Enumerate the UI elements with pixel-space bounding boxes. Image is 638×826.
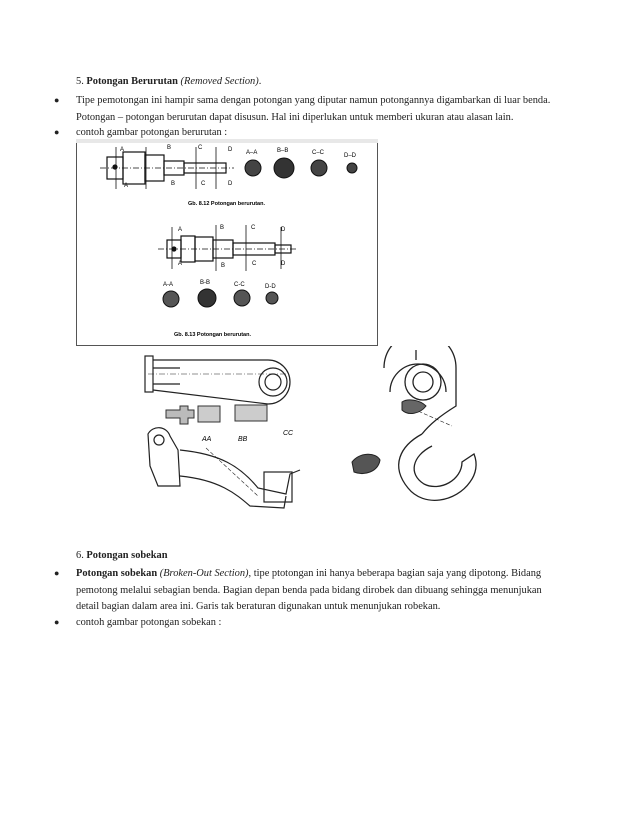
section-label-b: B — [171, 181, 176, 187]
section-6-number: 6. — [76, 550, 84, 561]
section-5-bullet-1-line-2: Potongan – potongan berurutan dapat disusun. Hal ini diperlukan untuk memberi ukuran atau alasan lain. — [76, 112, 514, 123]
bullet-icon: ● — [54, 568, 60, 578]
section-6-title: Potongan sobekan — [86, 550, 168, 561]
lever-top-view — [145, 356, 290, 404]
hook-section-bottom — [352, 454, 380, 473]
section-5-bullet-2: contoh gambar potongan berurutan : — [76, 127, 228, 138]
section-6-bullet-1-line-2: pemotong melalui sebagian benda. Bagian depan benda pada bidang dirobek dan dibuang sehingga menunjukan — [76, 585, 542, 596]
figure-caption-a: Gb. 8.12 Potongan berurutan. — [188, 201, 266, 207]
section-6-heading — [76, 549, 168, 562]
section-5-number: 5. — [76, 76, 84, 87]
section-label-b: B — [220, 225, 225, 231]
crane-hook — [384, 346, 476, 500]
bullet-icon: ● — [54, 95, 60, 105]
lever-section-cc: CC — [283, 430, 294, 437]
removed-section-figure — [76, 139, 378, 346]
section-5-title: Potongan Berurutan — [86, 76, 178, 87]
section-name-bb: B–B — [277, 148, 289, 154]
section-label-c: C — [251, 225, 256, 231]
section-name-aa: A–A — [246, 150, 258, 156]
section-label-d: D — [281, 227, 286, 233]
lever-section-bb: BB — [238, 436, 248, 443]
section-5-bullet-1-line-1: Tipe pemotongan ini hampir sama dengan potongan yang diputar namun potongannya digambarkan di luar benda. — [76, 95, 551, 106]
lever-sections — [166, 405, 267, 424]
section-label-a: A — [124, 183, 129, 189]
section-name-dd: D-D — [265, 284, 276, 290]
section-name-cc: C-C — [234, 282, 245, 288]
figure-caption-b: Gb. 8.13 Potongan berurutan. — [174, 332, 252, 338]
section-name-bb: B-B — [200, 280, 211, 286]
section-5-heading: 5. Potongan Berurutan (Removed Section). — [76, 76, 262, 87]
section-5-title-en: (Removed Section) — [180, 76, 259, 87]
section-label-d: D — [281, 261, 286, 267]
lever-and-hook-figure — [140, 346, 506, 516]
section-name-aa: A-A — [163, 282, 174, 288]
section-6-bullet-2: contoh gambar potongan sobekan : — [76, 617, 222, 628]
section-label-a: A — [120, 147, 125, 153]
section-6-bullet-1-line-3: detail bagian dalam area ini. Garis tak beraturan digunakan untuk menunjukan robekan. — [76, 601, 441, 612]
section-name-dd: D–D — [344, 153, 357, 159]
section-label-d: D — [228, 181, 233, 187]
lever-side-view — [148, 428, 300, 508]
bullet-icon: ● — [54, 127, 60, 137]
bullet-icon: ● — [54, 617, 60, 627]
lever-section-aa: AA — [202, 436, 212, 443]
section-label-b: B — [221, 263, 226, 269]
section-name-cc: C–C — [312, 150, 325, 156]
section-6-bullet-1-line-1: Potongan sobekan (Broken-Out Section), tipe ptotongan ini hanya beberapa bagian saja yang dipotong. Bidang — [76, 568, 542, 579]
section-label-c: C — [198, 145, 203, 151]
hook-section-top — [402, 400, 426, 414]
section-label-a: A — [178, 227, 183, 233]
section-label-a: A — [178, 261, 183, 267]
section-label-b: B — [167, 145, 172, 151]
section-label-d: D — [228, 147, 233, 153]
section-label-c: C — [201, 181, 206, 187]
section-label-c: C — [252, 261, 257, 267]
